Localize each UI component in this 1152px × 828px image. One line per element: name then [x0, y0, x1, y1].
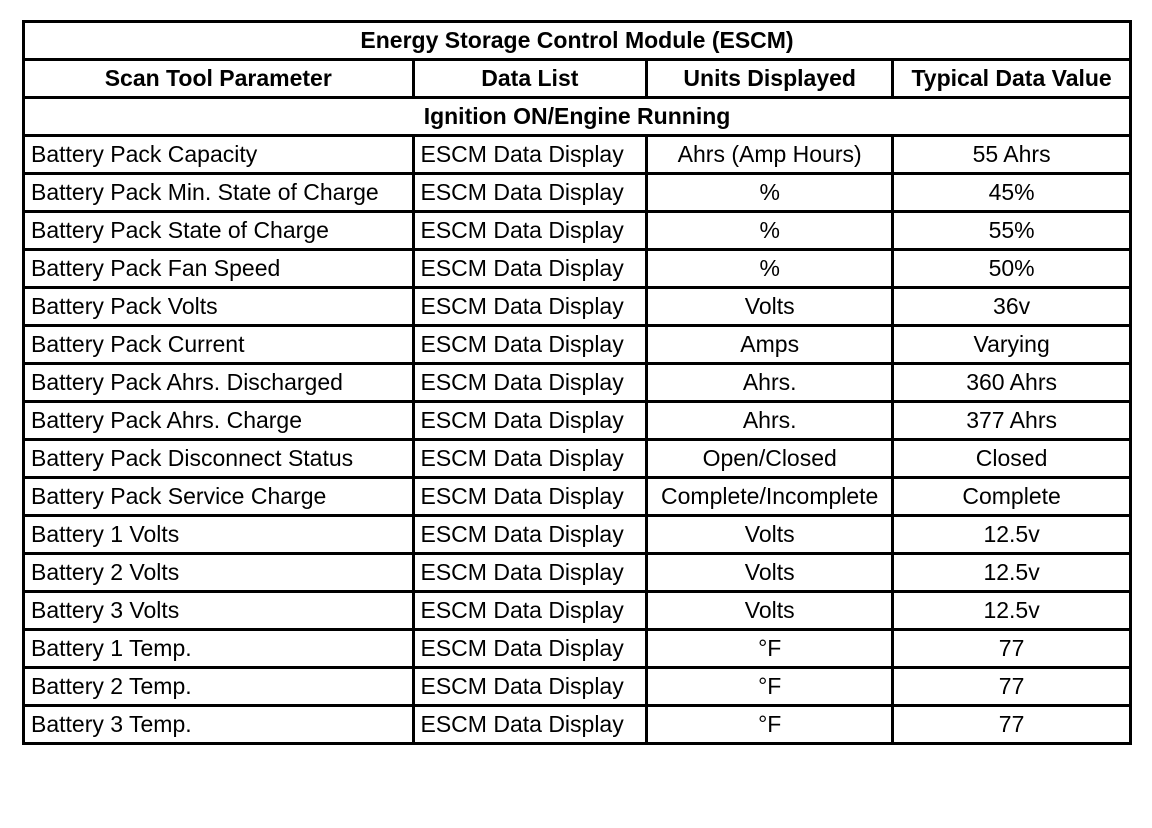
- units-cell: Volts: [647, 288, 893, 326]
- section-header: Ignition ON/Engine Running: [24, 98, 1131, 136]
- typical-value-cell: Complete: [893, 478, 1131, 516]
- units-cell: Ahrs.: [647, 364, 893, 402]
- parameter-cell: Battery 3 Volts: [24, 592, 414, 630]
- data-list-cell: ESCM Data Display: [413, 364, 647, 402]
- table-row: [24, 174, 1131, 212]
- table-row: [24, 440, 1131, 478]
- typical-value-cell: 77: [893, 668, 1131, 706]
- typical-value-cell: 77: [893, 706, 1131, 744]
- column-header-typical-value: Typical Data Value: [893, 60, 1131, 98]
- data-list-cell: ESCM Data Display: [413, 630, 647, 668]
- parameter-cell: Battery 2 Volts: [24, 554, 414, 592]
- parameter-cell: Battery 1 Volts: [24, 516, 414, 554]
- table-row: [24, 212, 1131, 250]
- typical-value-cell: 12.5v: [893, 554, 1131, 592]
- parameter-cell: Battery Pack Capacity: [24, 136, 414, 174]
- data-list-cell: ESCM Data Display: [413, 250, 647, 288]
- data-list-cell: ESCM Data Display: [413, 174, 647, 212]
- parameter-cell: Battery Pack Disconnect Status: [24, 440, 414, 478]
- table-row: [24, 592, 1131, 630]
- table-row: [24, 364, 1131, 402]
- units-cell: Amps: [647, 326, 893, 364]
- data-list-cell: ESCM Data Display: [413, 706, 647, 744]
- typical-value-cell: 360 Ahrs: [893, 364, 1131, 402]
- table-row: [24, 516, 1131, 554]
- data-list-cell: ESCM Data Display: [413, 668, 647, 706]
- parameter-cell: Battery Pack Fan Speed: [24, 250, 414, 288]
- column-header-data-list: Data List: [413, 60, 647, 98]
- typical-value-cell: 12.5v: [893, 516, 1131, 554]
- typical-value-cell: 12.5v: [893, 592, 1131, 630]
- table-row: [24, 136, 1131, 174]
- table-body: [24, 136, 1131, 744]
- units-cell: Open/Closed: [647, 440, 893, 478]
- table-row: [24, 630, 1131, 668]
- parameter-cell: Battery 3 Temp.: [24, 706, 414, 744]
- typical-value-cell: 36v: [893, 288, 1131, 326]
- data-list-cell: ESCM Data Display: [413, 136, 647, 174]
- table-title: Energy Storage Control Module (ESCM): [24, 22, 1131, 60]
- typical-value-cell: 45%: [893, 174, 1131, 212]
- data-list-cell: ESCM Data Display: [413, 326, 647, 364]
- table-title-row: [24, 22, 1131, 60]
- data-list-cell: ESCM Data Display: [413, 288, 647, 326]
- parameter-cell: Battery 1 Temp.: [24, 630, 414, 668]
- table-row: [24, 326, 1131, 364]
- units-cell: Ahrs.: [647, 402, 893, 440]
- parameter-cell: Battery Pack Volts: [24, 288, 414, 326]
- escm-data-table: [22, 20, 1132, 745]
- data-list-cell: ESCM Data Display: [413, 402, 647, 440]
- parameter-cell: Battery 2 Temp.: [24, 668, 414, 706]
- table-row: [24, 402, 1131, 440]
- typical-value-cell: 55%: [893, 212, 1131, 250]
- table-row: [24, 250, 1131, 288]
- units-cell: Complete/Incomplete: [647, 478, 893, 516]
- typical-value-cell: 50%: [893, 250, 1131, 288]
- units-cell: Volts: [647, 554, 893, 592]
- table-row: [24, 478, 1131, 516]
- data-list-cell: ESCM Data Display: [413, 592, 647, 630]
- units-cell: %: [647, 174, 893, 212]
- units-cell: %: [647, 250, 893, 288]
- table-row: [24, 668, 1131, 706]
- parameter-cell: Battery Pack Ahrs. Discharged: [24, 364, 414, 402]
- typical-value-cell: 77: [893, 630, 1131, 668]
- typical-value-cell: 55 Ahrs: [893, 136, 1131, 174]
- section-header-row: [24, 98, 1131, 136]
- typical-value-cell: Closed: [893, 440, 1131, 478]
- data-list-cell: ESCM Data Display: [413, 516, 647, 554]
- typical-value-cell: Varying: [893, 326, 1131, 364]
- units-cell: Volts: [647, 592, 893, 630]
- table-row: [24, 554, 1131, 592]
- table-row: [24, 288, 1131, 326]
- column-header-parameter: Scan Tool Parameter: [24, 60, 414, 98]
- parameter-cell: Battery Pack Ahrs. Charge: [24, 402, 414, 440]
- parameter-cell: Battery Pack Service Charge: [24, 478, 414, 516]
- units-cell: °F: [647, 668, 893, 706]
- column-header-units: Units Displayed: [647, 60, 893, 98]
- table-row: [24, 706, 1131, 744]
- parameter-cell: Battery Pack Min. State of Charge: [24, 174, 414, 212]
- parameter-cell: Battery Pack Current: [24, 326, 414, 364]
- data-list-cell: ESCM Data Display: [413, 212, 647, 250]
- typical-value-cell: 377 Ahrs: [893, 402, 1131, 440]
- units-cell: °F: [647, 706, 893, 744]
- units-cell: °F: [647, 630, 893, 668]
- units-cell: Volts: [647, 516, 893, 554]
- data-list-cell: ESCM Data Display: [413, 554, 647, 592]
- parameter-cell: Battery Pack State of Charge: [24, 212, 414, 250]
- units-cell: Ahrs (Amp Hours): [647, 136, 893, 174]
- units-cell: %: [647, 212, 893, 250]
- column-header-row: [24, 60, 1131, 98]
- data-list-cell: ESCM Data Display: [413, 440, 647, 478]
- data-list-cell: ESCM Data Display: [413, 478, 647, 516]
